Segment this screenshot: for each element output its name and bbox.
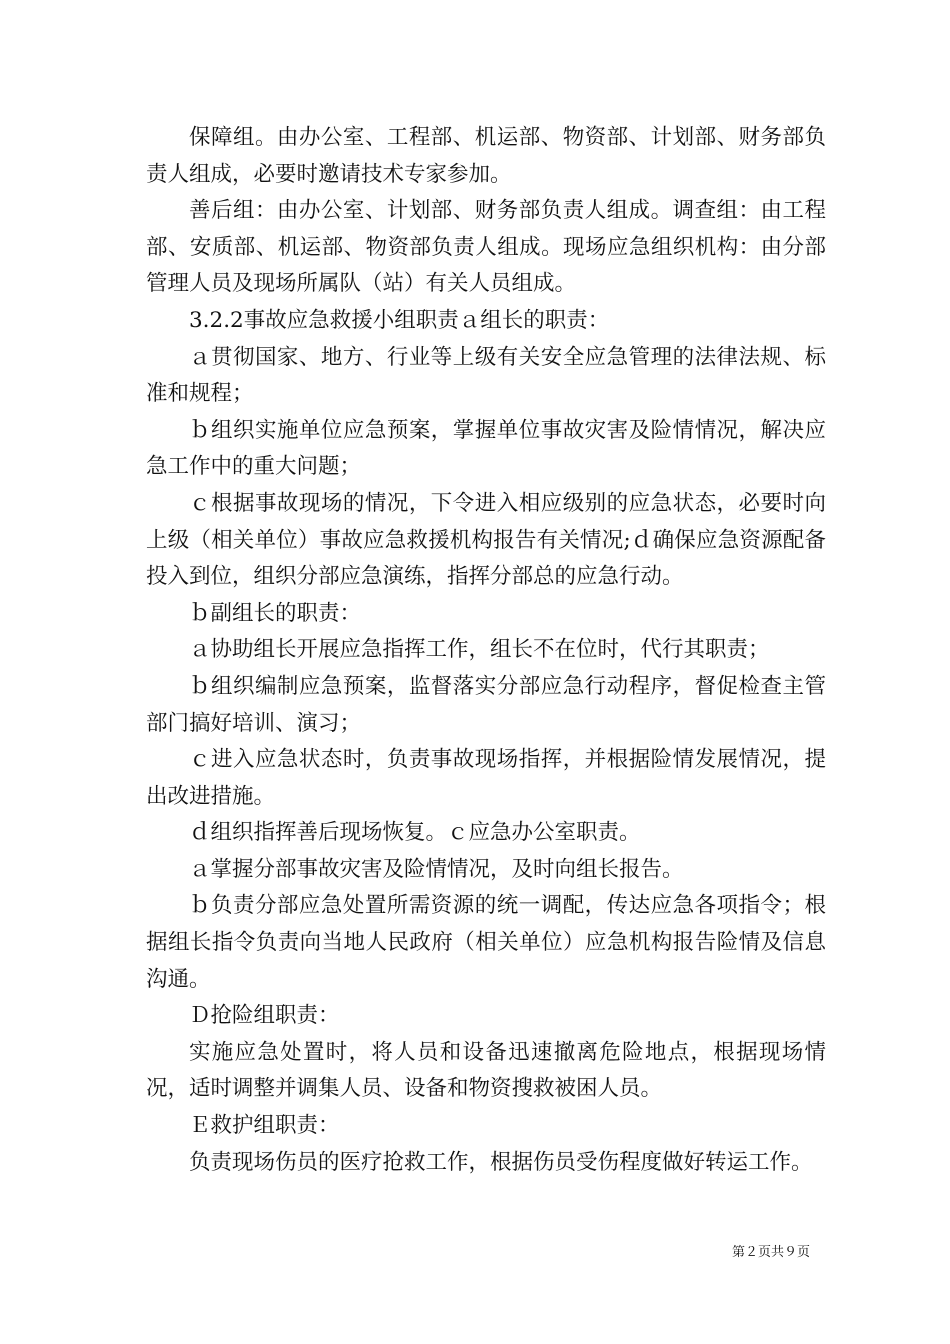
paragraph-aftermath-group: 善后组：由办公室、计划部、财务部负责人组成。调查组：由工程部、安质部、机运部、物资部负责人组成。现场应急组织机构：由分部管理人员及现场所属队（站）有关人员组成。: [146, 198, 826, 297]
document-body: [146, 120, 826, 1181]
page-number: 第２页共９页: [731, 1245, 810, 1260]
paragraph-leader-duty-b: ｂ组织实施单位应急预案，掌握单位事故灾害及险情情况，解决应急工作中的重大问题；: [146, 417, 826, 480]
paragraph-office-duty-b: ｂ负责分部应急处置所需资源的统一调配，传达应急各项指令；根据组长指令负责向当地人民政府（相关单位）应急机构报告险情及信息沟通。: [146, 893, 826, 992]
paragraph-deputy-duty-d: ｄ组织指挥善后现场恢复。ｃ应急办公室职责。: [189, 820, 641, 846]
paragraph-section-heading: 3.2.2事故应急救援小组职责ａ组长的职责：: [189, 307, 610, 333]
paragraph-office-duty-a: ａ掌握分部事故灾害及险情情况，及时向组长报告。: [189, 856, 684, 882]
paragraph-deputy-duty-a: ａ协助组长开展应急指挥工作，组长不在位时，代行其职责；: [189, 637, 770, 663]
paragraph-medical-duty: 负责现场伤员的医疗抢救工作，根据伤员受伤程度做好转运工作。: [189, 1149, 813, 1175]
paragraph-rescue-duty: 实施应急处置时，将人员和设备迅速撤离危险地点，根据现场情况，适时调整并调集人员、设备和物资搜救被困人员。: [146, 1039, 826, 1102]
paragraph-deputy-heading: ｂ副组长的职责：: [189, 600, 362, 626]
paragraph-deputy-duty-b: ｂ组织编制应急预案，监督落实分部应急行动程序，督促检查主管部门搞好培训、演习；: [146, 673, 826, 736]
paragraph-support-group: 保障组。由办公室、工程部、机运部、物资部、计划部、财务部负责人组成，必要时邀请技术专家参加。: [146, 125, 826, 187]
paragraph-leader-duty-a: ａ贯彻国家、地方、行业等上级有关安全应急管理的法律法规、标准和规程；: [146, 344, 826, 407]
paragraph-rescue-heading: Ｄ抢险组职责：: [189, 1003, 340, 1029]
paragraph-deputy-duty-c: ｃ进入应急状态时，负责事故现场指挥，并根据险情发展情况，提出改进措施。: [146, 747, 826, 809]
paragraph-leader-duty-c: ｃ根据事故现场的情况，下令进入相应级别的应急状态，必要时向上级（相关单位）事故应急救援机构报告有关情况;ｄ确保应急资源配备投入到位，组织分部应急演练，指挥分部总的应急行动。: [146, 490, 826, 590]
paragraph-medical-heading: Ｅ救护组职责：: [189, 1113, 340, 1139]
